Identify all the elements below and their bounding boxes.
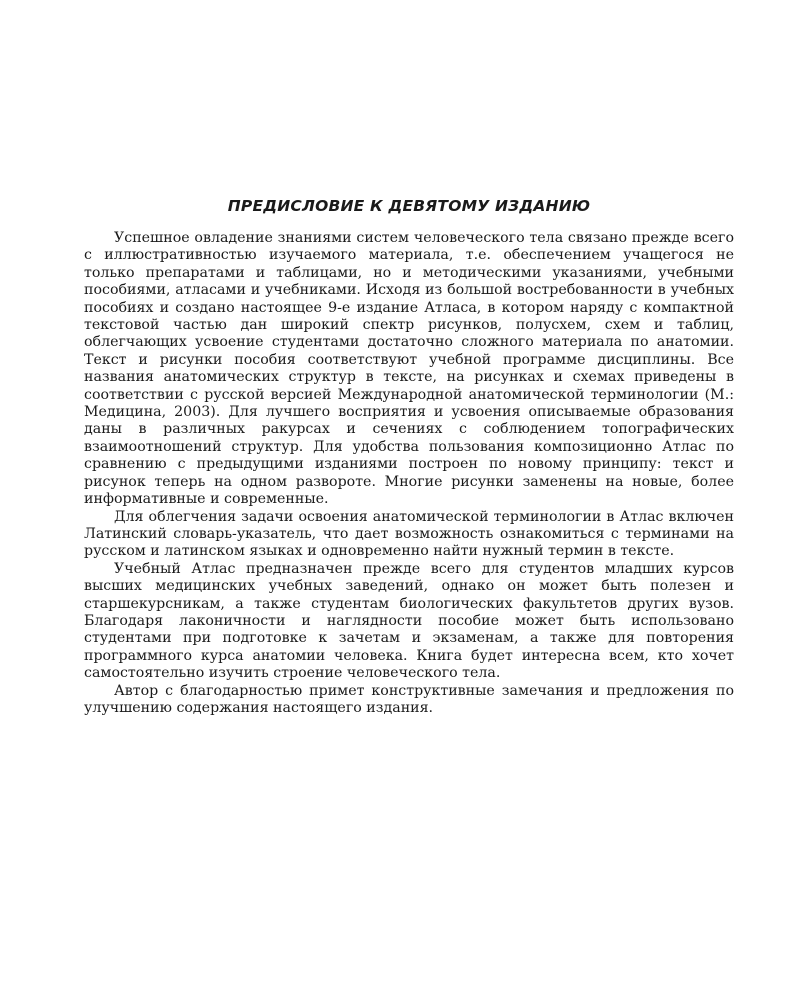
page-title: ПРЕДИСЛОВИЕ К ДЕВЯТОМУ ИЗДАНИЮ xyxy=(227,197,591,215)
paragraph-2: Для облегчения задачи освоения анатомической терминологии в Атлас включен Латинский словарь-указатель, что дает возможность ознакомиться с терминами на русском и латинском языках и одновременно найти нужный термин в тексте. xyxy=(84,508,734,560)
paragraph-3: Учебный Атлас предназначен прежде всего для студентов младших курсов высших медицинских учебных заведений, однако он может быть полезен и старшекурсникам, а также студентам биологических факультетов других вузов. Благодаря лаконичности и наглядности пособие может быть использовано студентами при подготовке к зачетам и экзаменам, а также для повторения программного курса анатомии человека. Книга будет интересна всем, кто хочет самостоятельно изучить строение человеческого тела. xyxy=(84,560,734,682)
paragraph-1: Успешное овладение знаниями систем человеческого тела связано прежде всего с иллюстративностью изучаемого материала, т.е. обеспечением учащегося не только препаратами и таблицами, но и методическими указаниями, учебными пособиями, атласами и учебниками. Исходя из большой востребованности в учебных пособиях и создано настоящее 9-е издание Атласа, в котором наряду с компактной текстовой частью дан широкий спектр рисунков, полусхем, схем и таблиц, облегчающих усвоение студентами достаточно сложного материала по анатомии. Текст и рисунки пособия соответствуют учебной программе дисциплины. Все названия анатомических структур в тексте, на рисунках и схемах приведены в соответствии с русской версией Международной анатомической терминологии (М.: Медицина, 2003). Для лучшего восприятия и усвоения описываемые образования даны в различных ракурсах и сечениях с соблюдением топографических взаимоотношений структур. Для удобства пользования композиционно Атлас по сравнению с предыдущими изданиями построен по новому принципу: текст и рисунок теперь на одном развороте. Многие рисунки заменены на новые, более информативные и современные. xyxy=(84,230,734,508)
paragraph-4: Автор с благодарностью примет конструктивные замечания и предложения по улучшению содержания настоящего издания. xyxy=(84,682,734,716)
preface-page xyxy=(84,196,734,717)
